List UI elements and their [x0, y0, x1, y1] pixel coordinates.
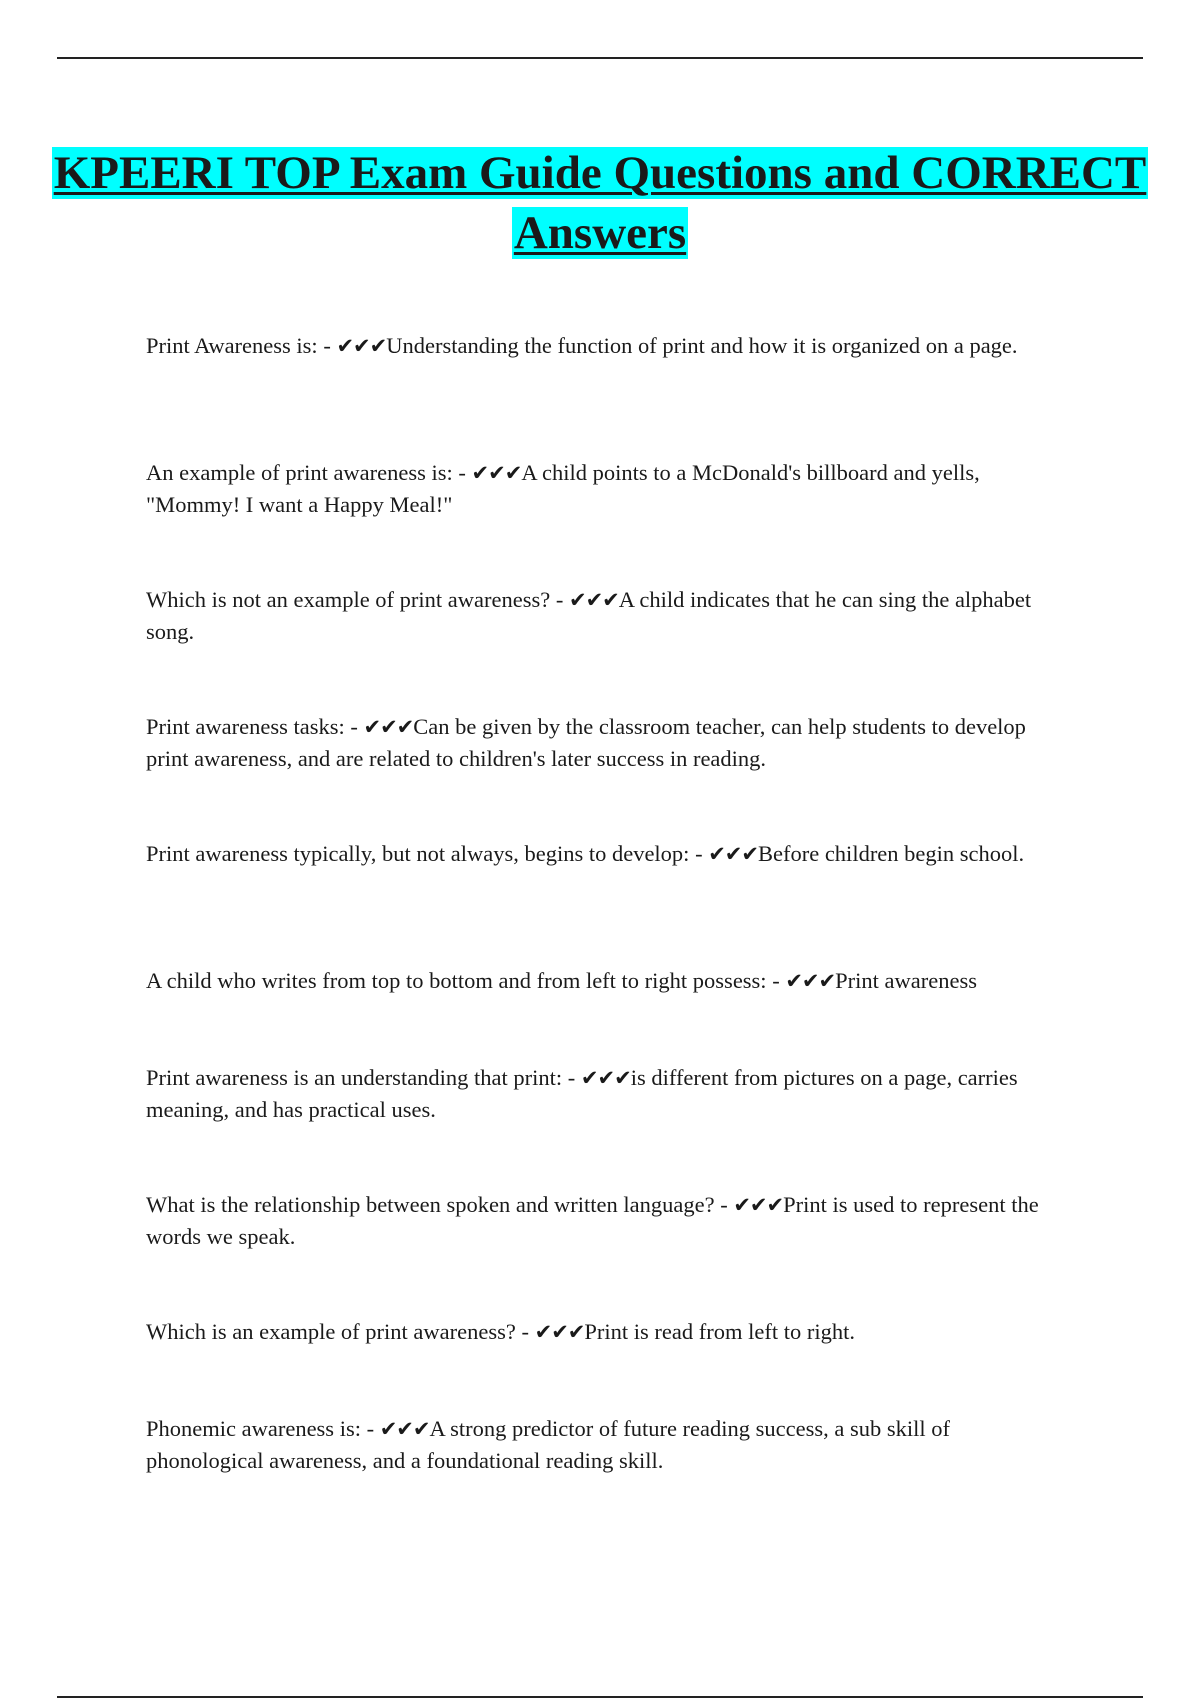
check-marks-icon: ✔✔✔	[471, 461, 522, 485]
question-text: A child who writes from top to bottom and from left to right possess:	[146, 968, 767, 993]
answer-text: Print awareness	[835, 968, 977, 993]
check-marks-icon: ✔✔✔	[363, 715, 414, 739]
answer-text: Before children begin school.	[757, 841, 1025, 866]
qa-item-7	[146, 1062, 1056, 1125]
answer-text: Understanding the function of print and how it is organized on a page.	[386, 333, 1018, 358]
answer-text: A strong predictor of future reading success, a sub skill of phonological awareness, and a foundational reading skill.	[146, 1416, 950, 1473]
qa-item-8	[146, 1189, 1056, 1252]
footer-rule	[57, 1696, 1143, 1698]
question-text: Which is an example of print awareness?	[146, 1319, 516, 1344]
question-text: Print awareness is an understanding that print:	[146, 1065, 563, 1090]
separator: -	[689, 841, 709, 866]
check-marks-icon: ✔✔✔	[336, 334, 387, 358]
answer-text: Can be given by the classroom teacher, can help students to develop print awareness, and are related to children's later success in reading.	[146, 714, 1026, 771]
document-title	[52, 147, 1149, 259]
question-text: What is the relationship between spoken and written language?	[146, 1192, 715, 1217]
qa-item-4	[146, 711, 1056, 774]
qa-item-6	[146, 965, 1056, 997]
title-highlight: KPEERI TOP Exam Guide Questions and CORRECT Answers	[53, 147, 1147, 259]
separator: -	[317, 333, 337, 358]
answer-text: Print is used to represent the words we speak.	[146, 1192, 1039, 1249]
question-text: Phonemic awareness is:	[146, 1416, 361, 1441]
separator: -	[515, 1319, 535, 1344]
check-marks-icon: ✔✔✔	[534, 1320, 585, 1344]
title-block	[0, 143, 1200, 263]
qa-item-10	[146, 1413, 1056, 1476]
check-marks-icon: ✔✔✔	[733, 1193, 784, 1217]
qa-item-5	[146, 838, 1056, 870]
check-marks-icon: ✔✔✔	[379, 1417, 430, 1441]
qa-item-1	[146, 330, 1056, 362]
question-text: Print Awareness is:	[146, 333, 318, 358]
question-text: An example of print awareness is:	[146, 460, 453, 485]
separator: -	[766, 968, 786, 993]
separator: -	[360, 1416, 380, 1441]
header-rule	[57, 57, 1143, 59]
separator: -	[550, 587, 569, 612]
separator: -	[562, 1065, 581, 1090]
separator: -	[452, 460, 472, 485]
qa-item-9	[146, 1316, 1056, 1348]
answer-text: is different from pictures on a page, carries meaning, and has practical uses.	[146, 1065, 1018, 1122]
separator: -	[344, 714, 364, 739]
answer-text: Print is read from left to right.	[584, 1319, 855, 1344]
question-text: Which is not an example of print awareness?	[146, 587, 551, 612]
separator: -	[714, 1192, 734, 1217]
qa-item-3	[146, 584, 1056, 647]
question-text: Print awareness tasks:	[146, 714, 345, 739]
qa-item-2	[146, 457, 1056, 520]
check-marks-icon: ✔✔✔	[580, 1066, 631, 1090]
question-text: Print awareness typically, but not always, begins to develop:	[146, 841, 690, 866]
answer-text: A child points to a McDonald's billboard and yells, "Mommy! I want a Happy Meal!"	[146, 460, 980, 517]
check-marks-icon: ✔✔✔	[708, 842, 758, 866]
check-marks-icon: ✔✔✔	[568, 588, 619, 612]
check-marks-icon: ✔✔✔	[785, 969, 836, 993]
answer-text: A child indicates that he can sing the alphabet song.	[146, 587, 1032, 644]
